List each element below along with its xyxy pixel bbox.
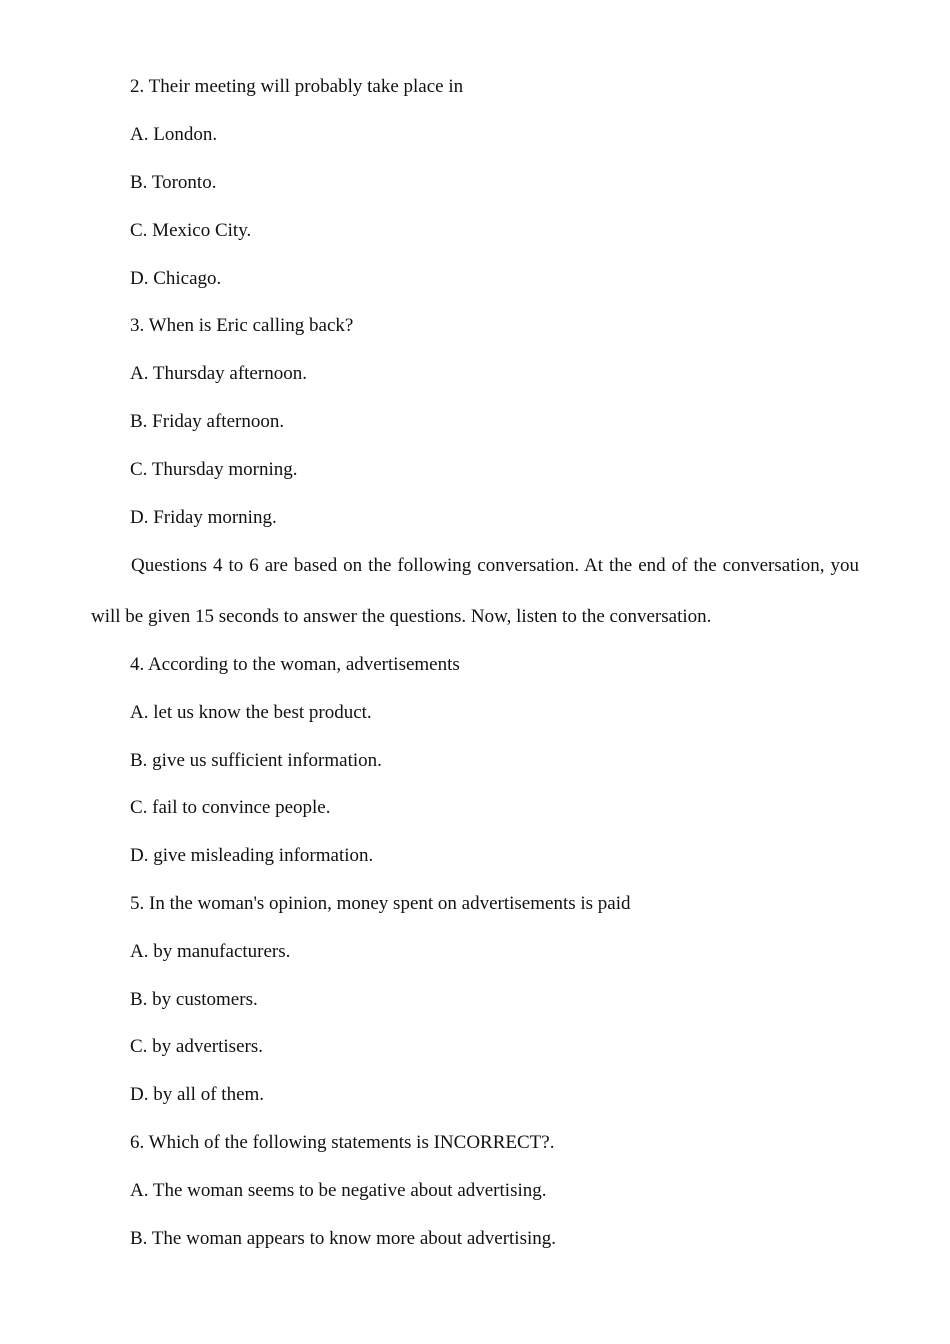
question-3-option-a: A. Thursday afternoon.	[130, 363, 307, 384]
question-3-stem: 3. When is Eric calling back?	[130, 315, 354, 336]
question-2-option-a: A. London.	[130, 124, 218, 145]
question-4-stem: 4. According to the woman, advertisements	[130, 654, 460, 675]
question-4-option-d: D. give misleading information.	[130, 845, 374, 866]
section-instructions: Questions 4 to 6 are based on the following conversation. At the end of the conversation, you will be given 15 seconds to answer the questions. Now, listen to the conversation.	[91, 555, 859, 627]
question-2-option-c: C. Mexico City.	[130, 220, 252, 241]
question-3-option-d: D. Friday morning.	[130, 507, 277, 528]
question-4-option-c: C. fail to convince people.	[130, 797, 331, 818]
question-5-option-b: B. by customers.	[130, 989, 258, 1010]
question-3-option-b: B. Friday afternoon.	[130, 411, 285, 432]
question-5-option-c: C. by advertisers.	[130, 1036, 263, 1057]
question-2-option-b: B. Toronto.	[130, 172, 217, 193]
question-2-option-d: D. Chicago.	[130, 268, 222, 289]
question-6-stem: 6. Which of the following statements is INCORRECT?.	[130, 1132, 555, 1153]
question-2-stem: 2. Their meeting will probably take place in	[130, 76, 464, 97]
question-5-stem: 5. In the woman's opinion, money spent on advertisements is paid	[130, 893, 631, 914]
question-6-option-a: A. The woman seems to be negative about advertising.	[130, 1180, 547, 1201]
question-6-option-b: B. The woman appears to know more about advertising.	[130, 1228, 556, 1249]
question-5-option-a: A. by manufacturers.	[130, 941, 291, 962]
question-5-option-d: D. by all of them.	[130, 1084, 265, 1105]
question-4-option-a: A. let us know the best product.	[130, 702, 372, 723]
question-3-option-c: C. Thursday morning.	[130, 459, 298, 480]
question-4-option-b: B. give us sufficient information.	[130, 750, 382, 771]
